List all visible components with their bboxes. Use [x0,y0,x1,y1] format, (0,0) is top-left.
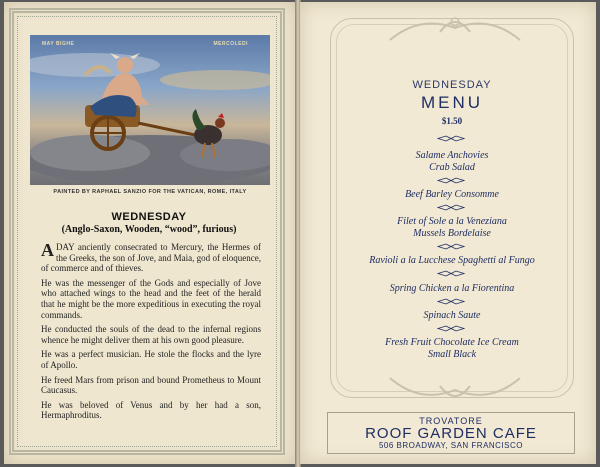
menu-item: Crab Salad [429,162,475,173]
menu-title: MENU [420,93,484,112]
left-subtitle: (Anglo-Saxon, Wooden, “wood”, furious) [61,224,237,235]
painting-label-right: MERCOLEDI [213,41,248,47]
menu-item: Small Black [427,349,477,360]
footer-line-1: TROVATORE [419,416,483,426]
mercury-story-text [41,242,261,425]
menu-item: Beef Barley Consomme [405,189,499,200]
menu-item: Salame Anchovies [415,150,489,161]
menu-item: Spinach Saute [423,310,481,321]
painting-caption: PAINTED BY RAPHAEL SANZIO FOR THE VATICAN, ROME, ITALY [53,189,247,195]
divider-ornament [436,298,466,305]
painting-illustration [30,35,270,185]
menu-item: Spring Chicken a la Fiorentina [389,283,515,294]
restaurant-address: 506 BROADWAY, SAN FRANCISCO [378,441,524,450]
divider-ornament [436,270,466,277]
dropcap: A [41,240,54,260]
menu-price: $1.50 [441,116,463,126]
paragraph-2: He was the messenger of the Gods and especially of Jove who attached wings to the head and the feet of the herald that he might be the more expeditious in executing the royal commands. [41,277,261,320]
top-scroll-ornament [380,10,530,50]
paragraph-3: He conducted the souls of the dead to the infernal regions whence he might deliver them at his own good pleasure. [41,324,261,345]
divider-ornament [436,204,466,211]
menu-item: Mussels Bordelaise [413,228,491,239]
paragraph-6: He was beloved of Venus and by her had a son, Hermaphroditus. [41,399,261,421]
paragraph-5: He freed Mars from prison and bound Prometheus to Mount Caucasus. [41,374,261,396]
left-title: WEDNESDAY [111,211,187,223]
divider-ornament [436,243,466,250]
painting-label-left: MAY BIGHE [42,41,75,47]
paragraph-4: He was a perfect musician. He stole the flocks and the lyre of Apollo. [41,349,261,370]
mercury-chariot-painting [30,35,270,185]
menu-day: WEDNESDAY [412,79,492,91]
paragraph-1-text: DAY anciently consecrated to Mercury, the Hermes of the Greeks, the son of Jove, and Maia, god of eloquence, of commerce and of thieves. [41,242,261,274]
paragraph-1 [41,242,261,274]
menu-item: Fresh Fruit Chocolate Ice Cream [385,337,519,348]
bottom-scroll-ornament [380,372,530,408]
divider-ornament [436,325,466,332]
menu-item: Ravioli a la Lucchese Spaghetti al Fungo [369,255,535,266]
divider-ornament [436,177,466,184]
menu-item: Filet of Sole a la Veneziana [397,216,507,227]
divider-ornament [436,135,466,142]
restaurant-name: ROOF GARDEN CAFE [365,425,537,442]
